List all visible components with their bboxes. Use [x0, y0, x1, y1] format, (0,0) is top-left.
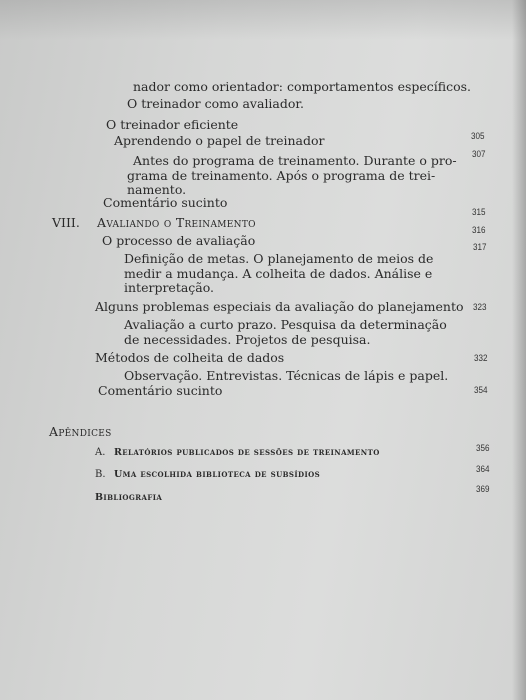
appendix-letter: B.	[95, 469, 106, 480]
page-number: 305	[471, 131, 485, 142]
toc-line: medir a mudança. A colheita de dados. Análise e	[124, 266, 433, 281]
toc-line: Comentário sucinto	[98, 383, 223, 398]
toc-line: Métodos de colheita de dados	[95, 350, 285, 365]
chapter-title: Avaliando o Treinamento	[97, 215, 256, 230]
page-number: 315	[472, 207, 486, 218]
toc-line: interpretação.	[124, 280, 215, 295]
page-number: 332	[474, 353, 488, 364]
page-number: 354	[474, 385, 488, 396]
appendix-title: Relatórios publicados de sessões de treinamento	[114, 447, 380, 458]
toc-line: nador como orientador: comportamentos específicos.	[133, 79, 472, 94]
toc-line: O processo de avaliação	[102, 233, 256, 248]
appendix-title: Uma escolhida biblioteca de subsídios	[114, 469, 321, 480]
toc-line: Avaliação a curto prazo. Pesquisa da determinação	[124, 317, 447, 332]
toc-line: Definição de metas. O planejamento de meios de	[124, 251, 434, 266]
page-fold-shadow	[512, 0, 526, 700]
toc-line: O treinador como avaliador.	[127, 96, 304, 111]
page-number: 364	[476, 464, 490, 475]
toc-line: Comentário sucinto	[103, 195, 228, 210]
page-number: 316	[472, 225, 486, 236]
chapter-number: VIII.	[52, 215, 80, 230]
page-number: 317	[473, 242, 487, 253]
toc-line: Antes do programa de treinamento. Durante o pro-	[133, 153, 457, 168]
page-number: 356	[476, 443, 490, 454]
appendix-letter: A.	[95, 447, 106, 458]
toc-line: grama de treinamento. Após o programa de trei-	[127, 168, 436, 183]
appendices-heading: Apêndices	[49, 424, 112, 439]
toc-line: Aprendendo o papel de treinador	[114, 133, 325, 148]
page-shadow	[0, 0, 526, 40]
toc-line: Observação. Entrevistas. Técnicas de lápis e papel.	[124, 368, 449, 383]
toc-line: namento.	[127, 182, 187, 197]
toc-line: de necessidades. Projetos de pesquisa.	[124, 332, 371, 347]
page-number: 307	[472, 149, 486, 160]
toc-line: O treinador eficiente	[106, 117, 239, 132]
bibliography-title: Bibliografia	[95, 492, 163, 503]
page-number: 369	[476, 484, 490, 495]
toc-line: Alguns problemas especiais da avaliação do planejamento	[95, 299, 464, 314]
page-number: 323	[473, 302, 487, 313]
